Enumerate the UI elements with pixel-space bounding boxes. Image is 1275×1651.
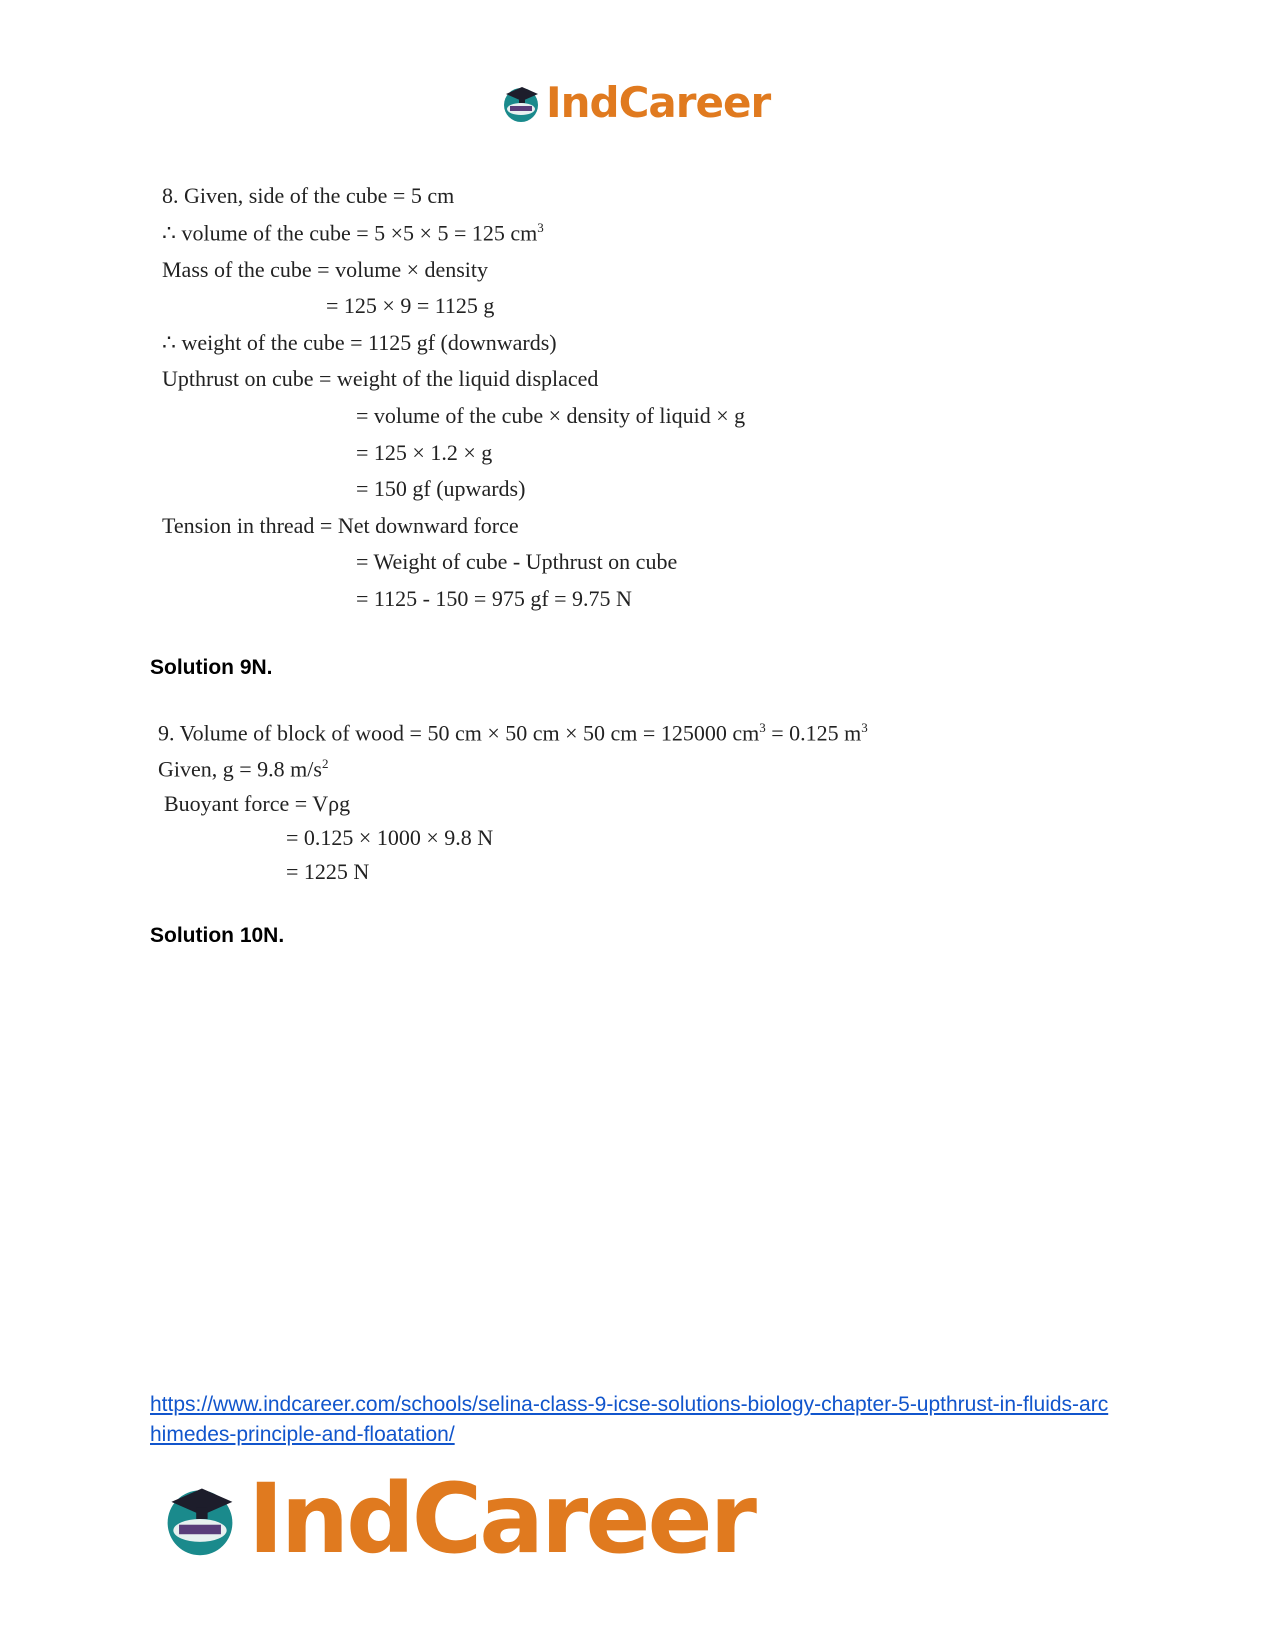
sol9-line-1-superscript-2: 3 xyxy=(861,720,868,735)
sol8-line-12: = 1125 - 150 = 975 gf = 9.75 N xyxy=(356,586,632,611)
logo-wordmark: IndCareer xyxy=(546,78,771,127)
sol9-line-1-superscript-1: 3 xyxy=(759,720,766,735)
sol9-line-1 xyxy=(158,720,868,746)
sol9-line-2 xyxy=(158,756,328,782)
sol8-line-6: Upthrust on cube = weight of the liquid displaced xyxy=(162,366,599,391)
sol8-line-9: = 150 gf (upwards) xyxy=(356,476,526,501)
sol9-line-3: Buoyant force = Vρg xyxy=(164,791,351,816)
sol8-line-5: ∴ weight of the cube = 1125 gf (downwards) xyxy=(162,330,557,355)
sol8-line-7: = volume of the cube × density of liquid × g xyxy=(356,403,746,428)
graduation-cap-book-globe-icon xyxy=(160,1479,240,1559)
sol8-line-2-text: ∴ volume of the cube = 5 ×5 × 5 = 125 cm xyxy=(162,220,538,246)
sol9-line-4: = 0.125 × 1000 × 9.8 N xyxy=(286,825,494,850)
sol8-line-10: Tension in thread = Net downward force xyxy=(162,513,519,538)
indcareer-logo-bottom[interactable] xyxy=(160,1463,754,1575)
sol8-line-8: = 125 × 1.2 × g xyxy=(356,440,493,465)
sol8-line-4: = 125 × 9 = 1125 g xyxy=(326,293,495,318)
sol9-line-2-superscript: 2 xyxy=(321,756,329,771)
solution-9-heading: Solution 9N. xyxy=(150,656,273,679)
sol8-line-2 xyxy=(162,220,544,246)
indcareer-logo-top[interactable] xyxy=(500,78,770,127)
graduation-cap-book-globe-icon xyxy=(500,82,542,124)
sol9-line-5: = 1225 N xyxy=(286,859,370,884)
sol9-line-1-text-2: = 0.125 m xyxy=(765,720,862,746)
solution-10-heading: Solution 10N. xyxy=(150,924,285,947)
source-url-link[interactable]: https://www.indcareer.com/schools/selina-class-9-icse-solutions-biology-chapter-5-upthrust-in-fluids-archimedes-principle-and-floatation/ xyxy=(150,1393,1109,1446)
sol9-line-2-text: Given, g = 9.8 m/s xyxy=(158,756,322,782)
sol8-line-1: 8. Given, side of the cube = 5 cm xyxy=(162,183,455,208)
logo-wordmark-large: IndCareer xyxy=(248,1463,754,1575)
sol8-line-11: = Weight of cube - Upthrust on cube xyxy=(356,549,678,574)
sol8-line-2-superscript: 3 xyxy=(537,220,544,235)
sol9-line-1-text: 9. Volume of block of wood = 50 cm × 50 cm × 50 cm = 125000 cm xyxy=(158,720,760,746)
sol8-line-3: Mass of the cube = volume × density xyxy=(162,257,489,282)
